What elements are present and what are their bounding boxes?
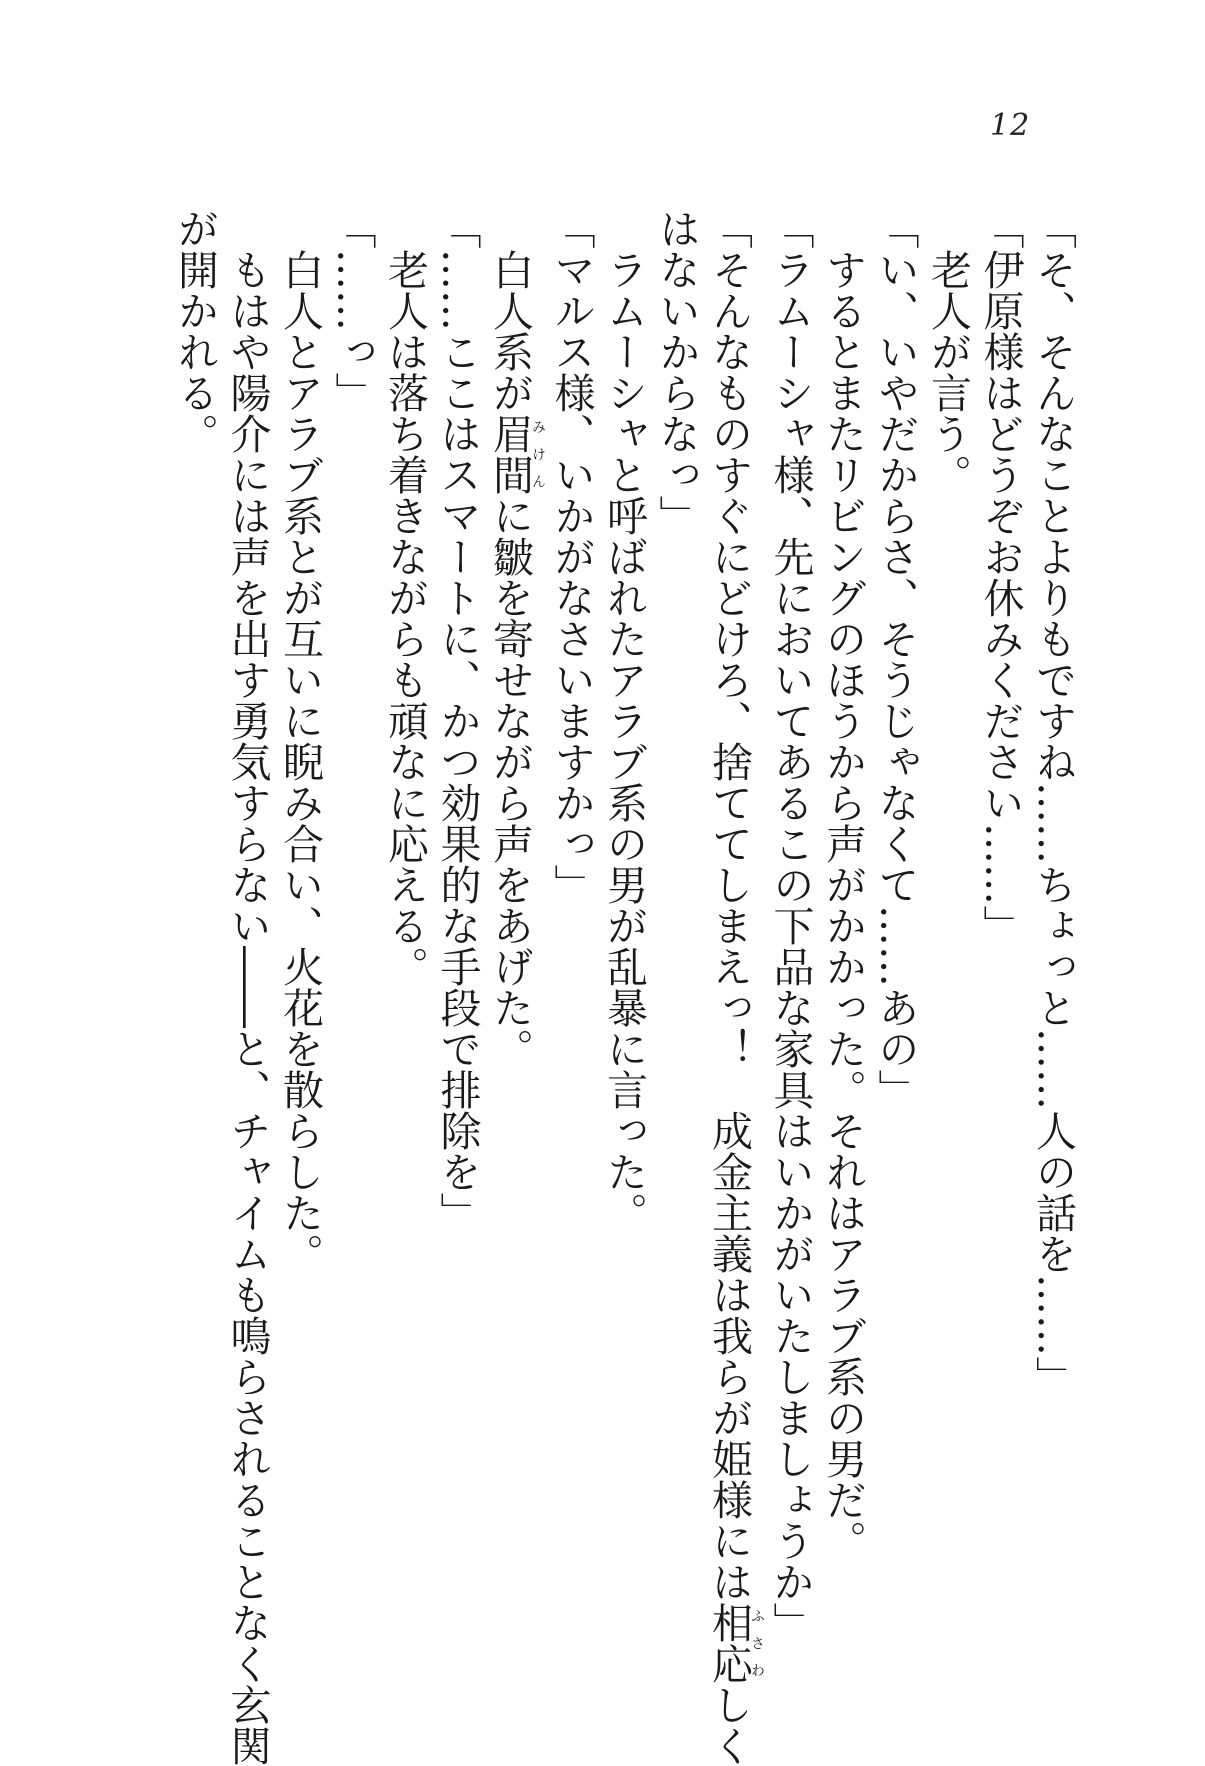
text-segment: しく [705, 1684, 753, 1766]
text-line: ラムーシャと呼ばれたアラブ系の男が乱暴に言った。 [600, 208, 648, 1233]
text-line: が開かれる。 [171, 208, 219, 454]
text-segment: に皺を寄せながら声をあげた。 [486, 495, 534, 1069]
text-line: 老人は落ち着きながらも頑なに応える。 [381, 208, 429, 987]
ruby-reading: ふさわ [749, 1602, 765, 1684]
text-line: 「伊原様はどうぞお休みください……」 [976, 208, 1025, 946]
text-line [484, 208, 546, 1648]
text-line: 「マルス様、いかがなさいますかっ」 [547, 208, 596, 905]
ruby-base: 相応 [705, 1602, 753, 1684]
text-line: 「そ、そんなことよりもですね……ちょっと……人の話を……」 [1029, 208, 1077, 1397]
text-line: 老人が言う。 [924, 208, 972, 495]
text-line: もはや陽介には声を出す勇気すらない――と、チャイムも鳴らされることなく玄関 [223, 208, 272, 1766]
text-line: するとまたリビングのほうから声がかかった。それはアラブ系の男だ。 [819, 208, 867, 1561]
ruby-reading: みけん [530, 413, 546, 495]
text-segment: 白人系が [486, 208, 534, 413]
text-line: 「……っ」 [328, 208, 377, 413]
text-line: はないからなっ」 [652, 208, 701, 536]
text-line [703, 208, 765, 1766]
ruby-annotation [486, 413, 546, 495]
text-line: 「ラムーシャ様、先においてあるこの下品な家具はいかがいたしましょうか」 [766, 208, 815, 1643]
text-line: 「……ここはスマートに、かつ効果的な手段で排除を」 [433, 208, 482, 1233]
ruby-base: 眉間 [486, 413, 534, 495]
text-line: 白人とアラブ系とが互いに睨み合い、火花を散らした。 [276, 208, 324, 1274]
text-line: 「い、いやだからさ、そうじゃなくて……あの」 [871, 208, 920, 1110]
text-segment: 「そんなものすぐにどけろ、捨ててしまえっ！ 成金主義は我らが姫様には [705, 208, 753, 1602]
ruby-annotation [705, 1602, 765, 1684]
page-number: 12 [990, 108, 1031, 143]
vertical-text-body [169, 208, 1080, 1766]
